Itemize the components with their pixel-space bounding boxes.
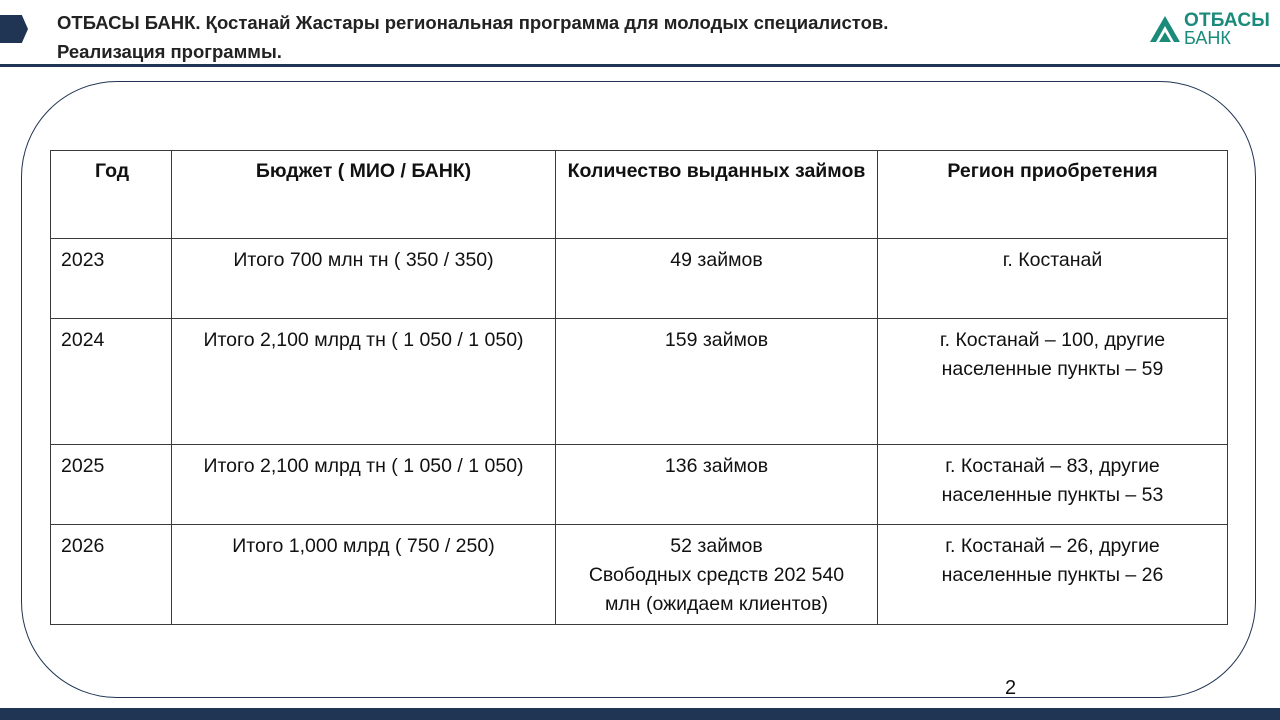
year-cell: 2024: [51, 319, 172, 445]
loans-line: 52 займов: [670, 535, 763, 557]
table-row: [51, 239, 1228, 319]
year-cell: 2025: [51, 445, 172, 525]
loans-line: 136 займов: [664, 455, 769, 477]
otbasy-bank-logo: [1148, 10, 1274, 48]
region-line: г. Костанай: [1002, 249, 1103, 271]
table-row: [51, 525, 1228, 625]
region-cell: [878, 319, 1228, 445]
loans-line: 159 займов: [664, 329, 769, 351]
region-line: г. Костанай – 26, другие: [945, 535, 1160, 557]
page-number: 2: [1005, 677, 1017, 699]
loans-cell: [556, 239, 878, 319]
column-header-budget: Бюджет ( МИО / БАНК): [172, 151, 556, 239]
page-title-line-2: Реализация программы.: [57, 41, 282, 62]
region-line: населенные пункты – 53: [941, 484, 1164, 506]
program-table: [50, 150, 1228, 625]
region-line: г. Костанай – 83, другие: [945, 455, 1160, 477]
loans-cell: [556, 445, 878, 525]
column-header-loans: Количество выданных займов: [556, 151, 878, 239]
region-cell: [878, 525, 1228, 625]
year-cell: 2023: [51, 239, 172, 319]
loans-cell: [556, 319, 878, 445]
column-header-year: Год: [51, 151, 172, 239]
loans-line: 49 займов: [670, 249, 763, 271]
page-title: [57, 8, 1117, 66]
budget-cell: Итого 2,100 млрд тн ( 1 050 / 1 050): [172, 319, 556, 445]
table-row: [51, 319, 1228, 445]
header-divider: [0, 64, 1280, 67]
loans-cell: [556, 525, 878, 625]
region-line: населенные пункты – 59: [941, 358, 1164, 380]
region-cell: [878, 445, 1228, 525]
table-row: [51, 445, 1228, 525]
column-header-region: Регион приобретения: [878, 151, 1228, 239]
logo-text-line-2: БАНК: [1184, 28, 1231, 48]
page-title-line-1: ОТБАСЫ БАНК. Қостанай Жастары региональная программа для молодых специалистов.: [57, 12, 889, 33]
loans-line: Свободных средств 202 540: [588, 564, 845, 586]
region-line: г. Костанай – 100, другие: [939, 329, 1166, 351]
logo-text-line-1: ОТБАСЫ: [1184, 10, 1271, 31]
header-marker: [0, 15, 28, 43]
loans-line: млн (ожидаем клиентов): [605, 593, 828, 615]
table-header-row: [51, 151, 1228, 239]
budget-cell: Итого 700 млн тн ( 350 / 350): [172, 239, 556, 319]
footer-bar: [0, 708, 1280, 720]
region-cell: [878, 239, 1228, 319]
budget-cell: Итого 1,000 млрд ( 750 / 250): [172, 525, 556, 625]
budget-cell: Итого 2,100 млрд тн ( 1 050 / 1 050): [172, 445, 556, 525]
year-cell: 2026: [51, 525, 172, 625]
region-line: населенные пункты – 26: [941, 564, 1164, 586]
house-roof-logo-icon: [1148, 12, 1182, 46]
